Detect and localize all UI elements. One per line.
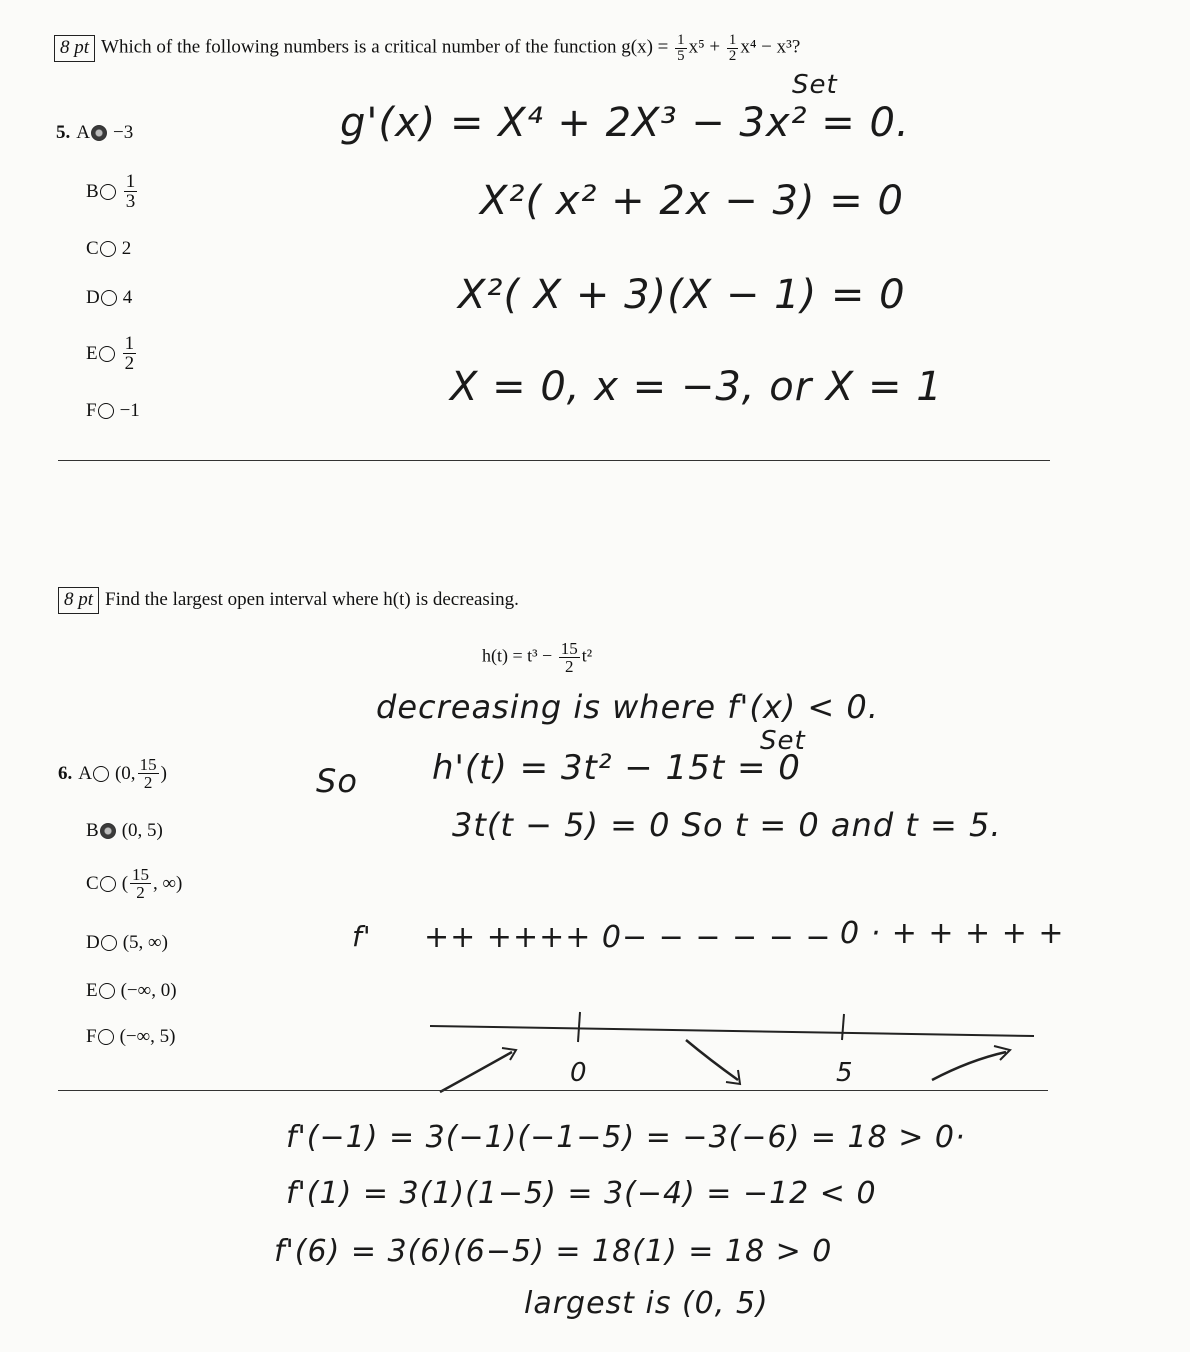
q5-frac-b: $\frac{1}{2}$ bbox=[728, 32, 737, 64]
q5-number: 5. bbox=[56, 122, 71, 143]
q6-formula: h(t) = t³ − $\frac{15}{2}$ t² bbox=[482, 639, 593, 676]
sign-chart-negative: − − − − − − bbox=[622, 920, 832, 955]
tick-zero-label: 0 bbox=[570, 1058, 588, 1088]
conclusion: largest is (0, 5) bbox=[524, 1286, 769, 1321]
number-line bbox=[430, 1026, 1034, 1036]
q5-prompt: 8 pt Which of the following numbers is a critical number of the function g(x) = $\frac{1}{5}$ x⁵ + $\frac{1}{2}$ x⁴ − x³? bbox=[54, 33, 800, 64]
q5-choice-a[interactable]: 5. A −3 bbox=[56, 122, 134, 143]
q6-points-box: 8 pt bbox=[58, 587, 99, 614]
tick-zero bbox=[578, 1012, 580, 1042]
q5-work-line2: X²( x² + 2x − 3) = 0 bbox=[480, 178, 904, 224]
q6-number: 6. bbox=[58, 762, 73, 784]
q5-frac-a: $\frac{1}{5}$ bbox=[677, 32, 685, 64]
check-six: f'(6) = 3(6)(6−5) = 18(1) = 18 > 0 bbox=[274, 1234, 833, 1269]
sign-chart-label: f' bbox=[352, 920, 372, 953]
q5-choice-b[interactable]: B $\frac{1}{3}$ bbox=[86, 171, 136, 212]
q5-choice-d[interactable]: D 4 bbox=[86, 287, 133, 308]
q6-bubble-c[interactable] bbox=[100, 876, 116, 892]
check-one: f'(1) = 3(1)(1−5) = 3(−4) = −12 < 0 bbox=[286, 1176, 877, 1211]
q6-bubble-e[interactable] bbox=[99, 983, 115, 999]
q5-work-line4: X = 0, x = −3, or X = 1 bbox=[450, 364, 943, 410]
q6-work-set: Set bbox=[760, 726, 806, 756]
q5-bubble-e[interactable] bbox=[99, 346, 115, 362]
sign-chart-positive-right: 0 · + + + + + bbox=[840, 916, 1065, 951]
q5-work-line3: X²( X + 3)(X − 1) = 0 bbox=[458, 272, 906, 318]
increasing-arrow-right bbox=[932, 1052, 1006, 1080]
q6-choice-b[interactable]: B (0, 5) bbox=[86, 820, 163, 841]
q6-bubble-b-filled[interactable] bbox=[100, 823, 116, 839]
sign-chart-positive-left: ++ ++++ 0 bbox=[424, 920, 622, 955]
q6-bubble-d[interactable] bbox=[101, 935, 117, 951]
q6-choice-f[interactable]: F (−∞, 5) bbox=[86, 1026, 176, 1047]
q6-work-line3: 3t(t − 5) = 0 So t = 0 and t = 5. bbox=[452, 806, 1002, 844]
check-minus-one: f'(−1) = 3(−1)(−1−5) = −3(−6) = 18 > 0· bbox=[286, 1120, 966, 1155]
q6-prompt: 8 pt Find the largest open interval where h(t) is decreasing. bbox=[58, 587, 519, 614]
q5-work-line1: g'(x) = X⁴ + 2X³ − 3x² = 0. bbox=[340, 100, 910, 146]
q5-choice-f[interactable]: F −1 bbox=[86, 400, 140, 421]
divider-q6 bbox=[58, 1090, 1048, 1091]
q5-bubble-f[interactable] bbox=[98, 403, 114, 419]
q6-work-so: So bbox=[316, 762, 358, 800]
decreasing-arrow bbox=[686, 1040, 738, 1080]
q5-points-box: 8 pt bbox=[54, 35, 95, 62]
divider-q5 bbox=[58, 460, 1050, 461]
q6-work-line1: decreasing is where f'(x) < 0. bbox=[376, 688, 879, 726]
q6-choice-a[interactable]: 6. A (0, $\frac{15}{2}$ ) bbox=[58, 755, 167, 792]
q5-work-set: Set bbox=[792, 70, 838, 100]
q6-work-line2: h'(t) = 3t² − 15t = 0 bbox=[432, 748, 801, 788]
q5-bubble-a-filled[interactable] bbox=[91, 125, 107, 141]
q5-choice-e[interactable]: E $\frac{1}{2}$ bbox=[86, 333, 135, 374]
q6-choice-d[interactable]: D (5, ∞) bbox=[86, 932, 168, 953]
q6-bubble-a[interactable] bbox=[93, 766, 109, 782]
q5-bubble-d[interactable] bbox=[101, 290, 117, 306]
number-line-sketch bbox=[420, 1000, 1060, 1100]
q6-bubble-f[interactable] bbox=[98, 1029, 114, 1045]
tick-five bbox=[842, 1014, 844, 1040]
q5-choice-c[interactable]: C 2 bbox=[86, 238, 132, 259]
increasing-arrow-left bbox=[440, 1052, 512, 1092]
q5-bubble-c[interactable] bbox=[100, 241, 116, 257]
q6-choice-e[interactable]: E (−∞, 0) bbox=[86, 980, 177, 1001]
q5-bubble-b[interactable] bbox=[100, 184, 116, 200]
q6-choice-c[interactable]: C ( $\frac{15}{2}$ , ∞) bbox=[86, 865, 183, 902]
tick-five-label: 5 bbox=[836, 1058, 854, 1088]
